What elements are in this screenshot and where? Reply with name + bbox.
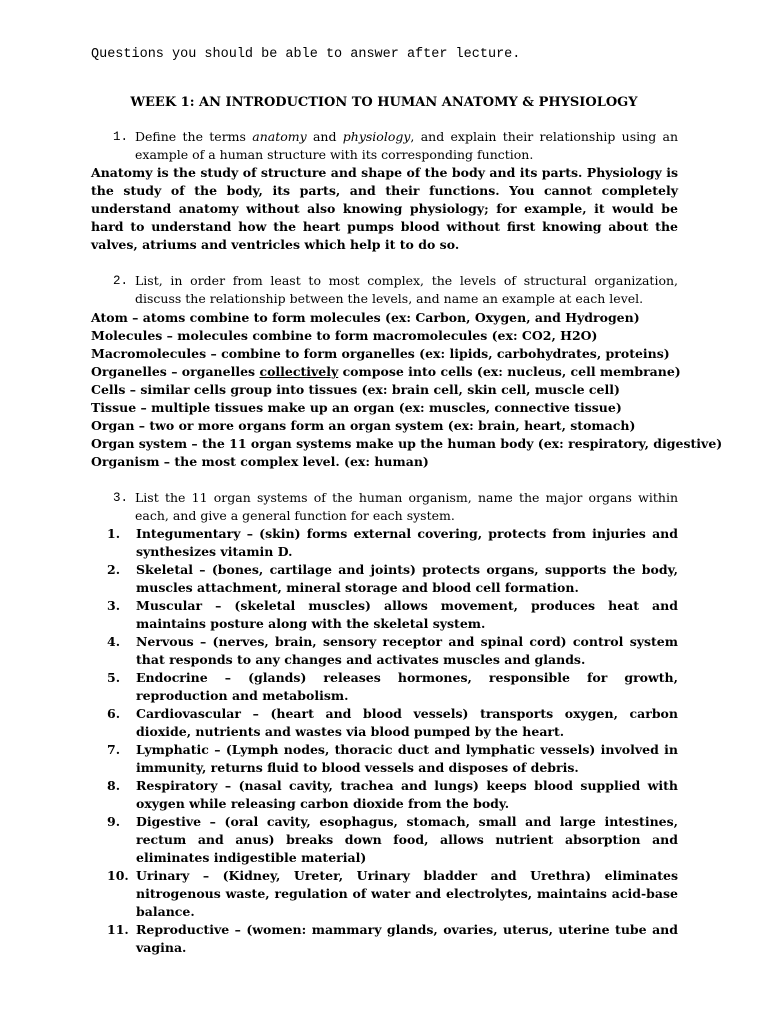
level-tissue: Tissue – multiple tissues make up an organ (ex: muscles, connective tissue): [91, 400, 622, 415]
level-organ: Organ – two or more organs form an organ system (ex: brain, heart, stomach): [91, 418, 636, 433]
level-macromolecules: Macromolecules – combine to form organelles (ex: lipids, carbohydrates, proteins): [91, 346, 670, 361]
list-text: Nervous – (nerves, brain, sensory receptor and spinal cord) control system that responds to any changes and activates muscles and glands.: [136, 634, 678, 667]
question-number: 2.: [113, 274, 129, 288]
question-1: [113, 128, 678, 164]
question-text-part: and: [306, 129, 343, 144]
term-physiology: physiology: [342, 129, 411, 144]
level-atom: Atom – atoms combine to form molecules (ex: Carbon, Oxygen, and Hydrogen): [91, 310, 640, 325]
page-title: WEEK 1: AN INTRODUCTION TO HUMAN ANATOMY & PHYSIOLOGY: [130, 95, 638, 110]
level-cells: Cells – similar cells group into tissues (ex: brain cell, skin cell, muscle cell): [91, 382, 620, 397]
list-number: 9.: [107, 814, 121, 829]
list-text: Respiratory – (nasal cavity, trachea and lungs) keeps blood supplied with oxygen while releasing carbon dioxide from the body.: [136, 778, 678, 811]
list-text: Muscular – (skeletal muscles) allows movement, produces heat and maintains posture along with the skeletal system.: [136, 598, 678, 631]
question-text: List, in order from least to most complex, the levels of structural organization, discuss the relationship between the levels, and name an example at each level.: [135, 273, 678, 306]
list-text: Digestive – (oral cavity, esophagus, stomach, small and large intestines, rectum and anus) breaks down food, allows nutrient absorption and eliminates indigestible material): [136, 814, 678, 865]
level-organelles-start: Organelles – organelles: [91, 364, 260, 379]
answer-1: Anatomy is the study of structure and shape of the body and its parts. Physiology is the study of the body, its parts, and their functions. You cannot completely understand anatomy without also knowing physiology; for example, it would be hard to understand how the heart pumps blood without first knowing about the valves, atriums and ventricles which help it to do so.: [91, 165, 678, 252]
list-text: Endocrine – (glands) releases hormones, responsible for growth, reproduction and metabolism.: [136, 670, 678, 703]
question-text-part: , and explain their relationship using an example of a human structure with its corresponding function.: [135, 129, 678, 162]
list-text: Urinary – (Kidney, Ureter, Urinary bladder and Urethra) eliminates nitrogenous waste, regulation of water and electrolytes, maintains acid-base balance.: [136, 868, 678, 919]
list-item: [107, 561, 678, 597]
list-item: [107, 921, 678, 957]
question-number: 1.: [113, 130, 129, 144]
list-item: [107, 525, 678, 561]
list-item: [107, 597, 678, 633]
list-number: 2.: [107, 562, 121, 577]
list-text: Reproductive – (women: mammary glands, ovaries, uterus, uterine tube and vagina.: [136, 922, 678, 955]
list-number: 10.: [107, 868, 129, 883]
list-item: [107, 705, 678, 741]
list-number: 5.: [107, 670, 121, 685]
list-item: [107, 867, 678, 921]
list-item: [107, 669, 678, 705]
list-item: [107, 813, 678, 867]
question-text: [113, 128, 678, 164]
list-number: 7.: [107, 742, 121, 757]
list-item: [107, 633, 678, 669]
level-organelles-end: compose into cells (ex: nucleus, cell membrane): [338, 364, 681, 379]
question-text: List the 11 organ systems of the human organism, name the major organs within each, and give a general function for each system.: [135, 490, 678, 523]
level-organ-system: Organ system – the 11 organ systems make up the human body (ex: respiratory, digestive): [91, 436, 723, 451]
list-number: 3.: [107, 598, 121, 613]
list-number: 11.: [107, 922, 129, 937]
list-number: 6.: [107, 706, 121, 721]
question-3: [113, 489, 678, 525]
level-organism: Organism – the most complex level. (ex: human): [91, 454, 429, 469]
underlined-word: collectively: [259, 364, 339, 379]
intro-line: Questions you should be able to answer after lecture.: [91, 47, 521, 62]
list-number: 4.: [107, 634, 121, 649]
list-text: Lymphatic – (Lymph nodes, thoracic duct and lymphatic vessels) involved in immunity, returns fluid to blood vessels and disposes of debris.: [136, 742, 678, 775]
list-item: [107, 777, 678, 813]
levels-list: [91, 309, 723, 471]
list-text: Skeletal – (bones, cartilage and joints) protects organs, supports the body, muscles attachment, mineral storage and blood cell formation.: [136, 562, 678, 595]
question-2: [113, 272, 678, 308]
list-item: [107, 741, 678, 777]
list-text: Cardiovascular – (heart and blood vessels) transports oxygen, carbon dioxide, nutrients and wastes via blood pumped by the heart.: [136, 706, 678, 739]
list-number: 8.: [107, 778, 121, 793]
term-anatomy: anatomy: [252, 129, 307, 144]
list-text: Integumentary – (skin) forms external covering, protects from injuries and synthesizes vitamin D.: [136, 526, 678, 559]
level-organelles: [91, 363, 681, 381]
level-molecules: Molecules – molecules combine to form macromolecules (ex: CO2, H2O): [91, 328, 598, 343]
list-number: 1.: [107, 526, 121, 541]
organ-systems-list: [107, 525, 678, 957]
question-text-part: Define the terms: [135, 129, 253, 144]
question-number: 3.: [113, 491, 129, 505]
